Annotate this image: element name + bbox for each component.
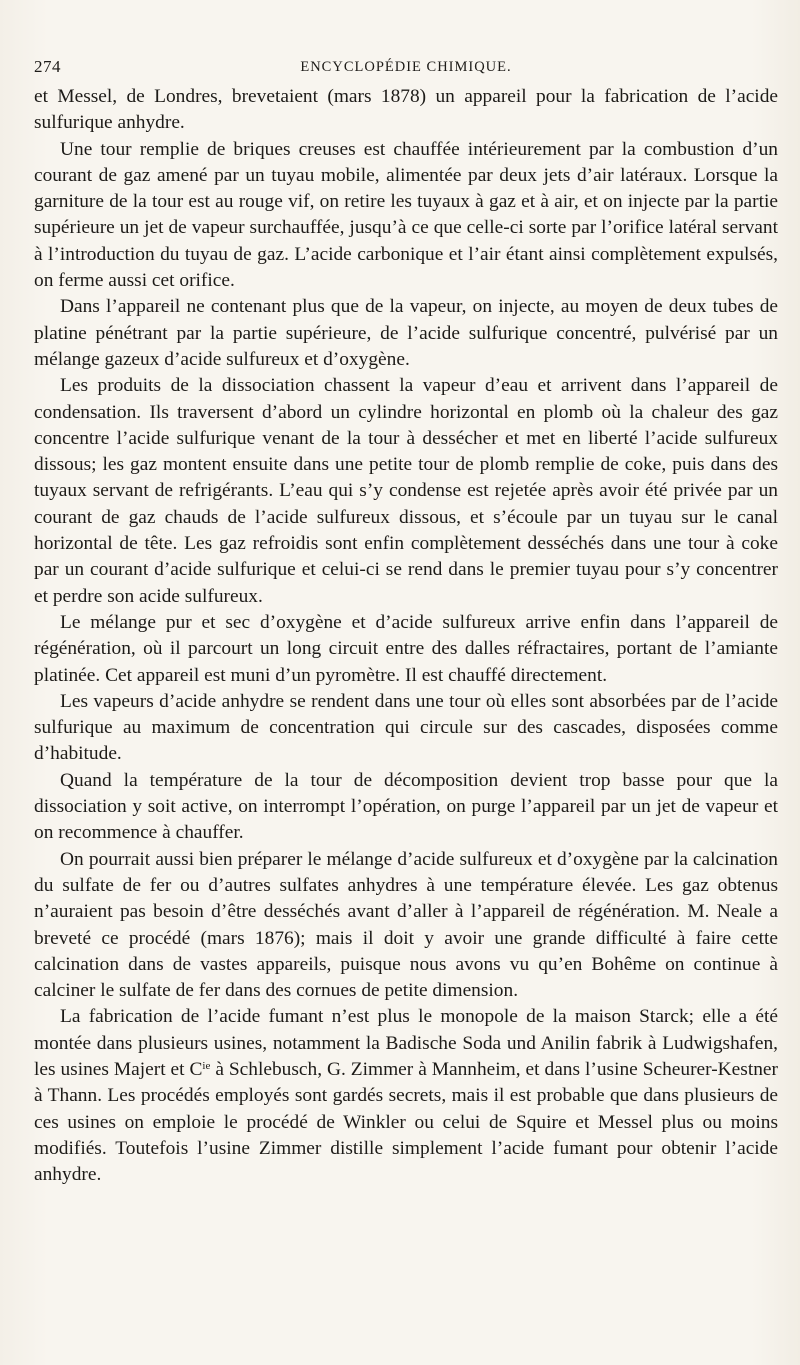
paragraph-temperature: Quand la température de la tour de décomposition devient trop basse pour que la dissociation y soit active, on interrompt l’opération, on purge l’appareil par un jet de vapeur et on recommence à chauffer. xyxy=(34,769,778,844)
paragraph-continuation: et Messel, de Londres, brevetaient (mars 1878) un appareil pour la fabrication de l’acide sulfurique anhydre. xyxy=(34,86,778,134)
paragraph-injection-acide: Dans l’appareil ne contenant plus que de la vapeur, on injecte, au moyen de deux tubes de platine pénétrant par la partie supérieure, de l’acide sulfurique concentré, pulvérisé par un mélange gazeux d’acide sulfureux et d’oxygène. xyxy=(34,296,778,370)
body-text xyxy=(34,84,778,1188)
paragraph-condensation: Les produits de la dissociation chassent la vapeur d’eau et arrivent dans l’appareil de condensation. Ils traversent d’abord un cylindre horizontal en plomb où la chaleur des gaz concentre l’acide sulfurique venant de la tour à dessécher et met en liberté l’acide sulfureux dissous; les gaz montent ensuite dans une petite tour de plomb remplie de coke, puis dans des tuyaux servant de refrigérants. L’eau qui s’y condense est rejetée après avoir été privée par un courant de gaz chauds de l’acide sulfureux dissous, et s’écoule par un tuyau sur le canal horizontal de tête. Les gaz refroidis sont enfin complètement desséchés dans une tour à coke par un courant d’acide sulfurique et celui-ci se rend dans le premier tuyau pour s’y concentrer et perdre son acide sulfureux. xyxy=(34,375,778,607)
page-number: 274 xyxy=(34,57,61,76)
paragraph-fabrication-usines: La fabrication de l’acide fumant n’est plus le monopole de la maison Starck; elle a été montée dans plusieurs usines, notamment la Badische Soda und Anilin fabrik à Ludwigshafen, les usines Majert et $C^{ie}$ à Schlebusch, G. Zimmer à Mannheim, et dans l’usine Scheurer-Kestner à Thann. Les procédés employés sont gardés secrets, mais il est probable que dans plusieurs de ces usines on emploie le procédé de Winkler ou celui de Squire et Messel plus ou moins modifiés. Toutefois l’usine Zimmer distille simplement l’acide fumant pour obtenir l’acide anhydre. xyxy=(34,1006,778,1186)
paragraph-tour-chauffee: Une tour remplie de briques creuses est chauffée intérieurement par la combustion d’un courant de gaz amené par un tuyau mobile, alimentée par deux jets d’air latéraux. Lorsque la garniture de la tour est au rouge vif, on retire les tuyaux à gaz et à air, et on injecte par la partie supérieure un jet de vapeur surchauffée, jusqu’à ce que celle-ci sorte par l’orifice latéral servant à l’introduction du tuyau de gaz. L’acide carbonique et l’air étant ainsi complètement expulsés, on ferme aussi cet orifice. xyxy=(34,138,778,292)
running-title: ENCYCLOPÉDIE CHIMIQUE. xyxy=(300,59,512,75)
paragraph-regeneration: Le mélange pur et sec d’oxygène et d’acide sulfureux arrive enfin dans l’appareil de régénération, où il parcourt un long circuit entre des dalles réfractaires, portant de l’amiante platinée. Cet appareil est muni d’un pyromètre. Il est chauffé directement. xyxy=(34,611,778,686)
paragraph-calcination: On pourrait aussi bien préparer le mélange d’acide sulfureux et d’oxygène par la calcination du sulfate de fer ou d’autres sulfates anhydres à une température élevée. Les gaz obtenus n’auraient pas besoin d’être desséchés avant d’aller à l’appareil de régénération. M. Neale a breveté ce procédé (mars 1876); mais il doit y avoir une grande difficulté à faire cette calcination dans de vastes appareils, puisque nous avons vu qu’en Bohême on continue à calciner le sulfate de fer dans des cornues de petite dimension. xyxy=(34,848,778,1002)
paragraph-absorption: Les vapeurs d’acide anhydre se rendent dans une tour où elles sont absorbées par de l’acide sulfurique au maximum de concentration qui circule sur des cascades, disposées comme d’habitude. xyxy=(34,690,778,765)
superscript-ie: ie xyxy=(202,1059,211,1072)
page-header xyxy=(34,57,778,81)
